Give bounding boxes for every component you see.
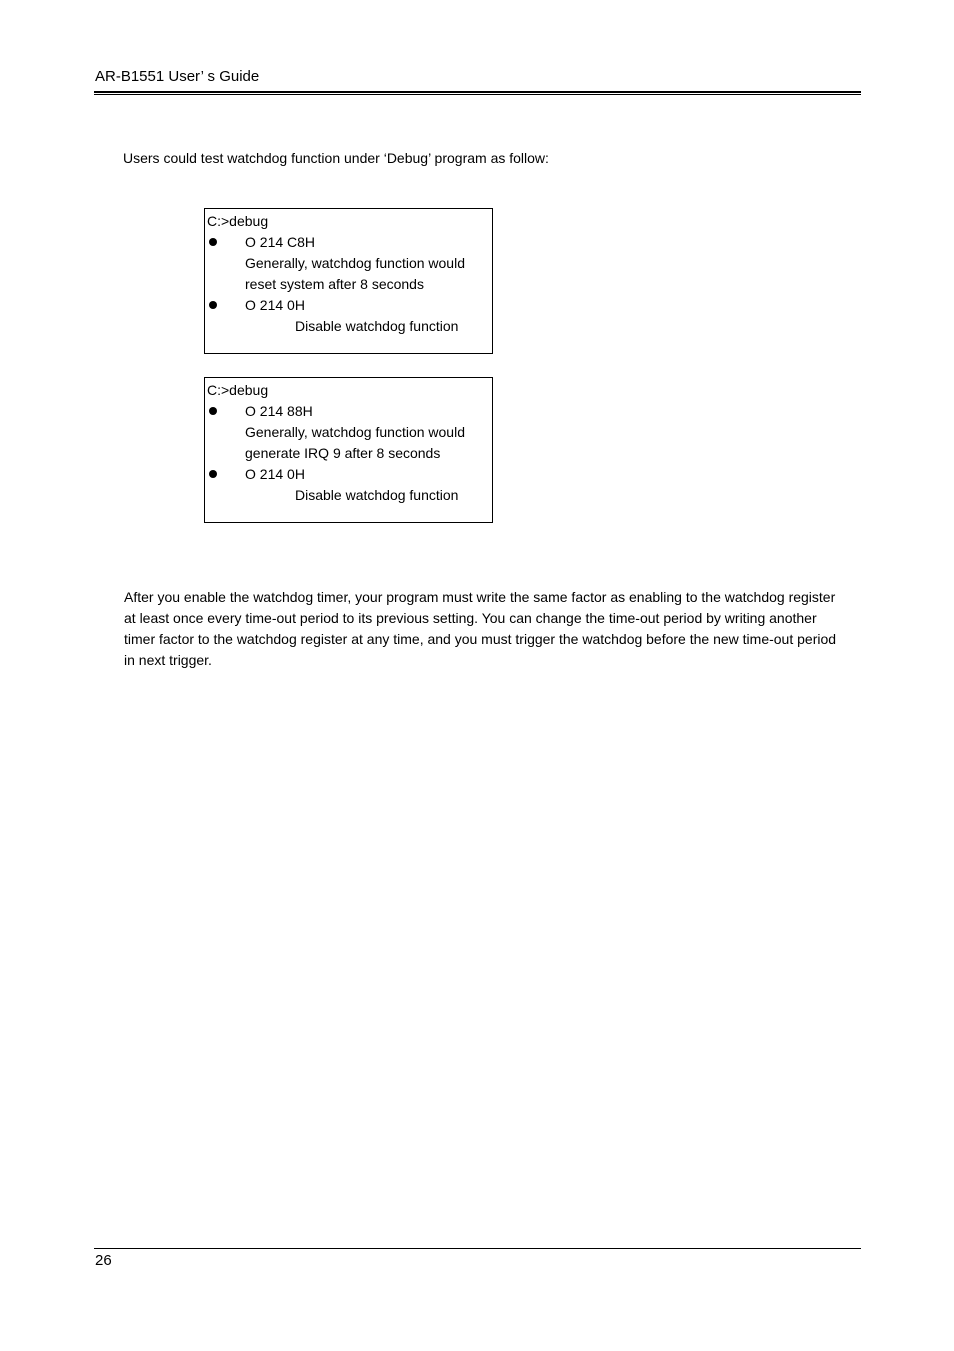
intro-text: Users could test watchdog function under ‘Debug’ program as follow: bbox=[123, 150, 549, 166]
debug-command: O 214 88H bbox=[245, 403, 313, 419]
command-description: generate IRQ 9 after 8 seconds bbox=[245, 445, 441, 461]
bullet-icon bbox=[209, 407, 217, 415]
debug-box-reset bbox=[204, 208, 493, 354]
paragraph-line: at least once every time-out period to its previous setting. You can change the time-out period by writing another bbox=[124, 610, 817, 626]
command-description: Disable watchdog function bbox=[295, 487, 459, 503]
debug-box-irq bbox=[204, 377, 493, 523]
header-rule-thick bbox=[94, 91, 861, 93]
bullet-icon bbox=[209, 470, 217, 478]
debug-prompt: C:>debug bbox=[207, 213, 269, 229]
paragraph-line: in next trigger. bbox=[124, 652, 212, 668]
bullet-icon bbox=[209, 301, 217, 309]
debug-command: O 214 0H bbox=[245, 466, 305, 482]
command-description: Disable watchdog function bbox=[295, 318, 459, 334]
debug-command: O 214 0H bbox=[245, 297, 305, 313]
command-description: Generally, watchdog function would bbox=[245, 255, 465, 271]
bullet-icon bbox=[209, 238, 217, 246]
paragraph-line: After you enable the watchdog timer, your program must write the same factor as enabling to the watchdog register bbox=[124, 589, 836, 605]
header-rule-thin bbox=[94, 94, 861, 95]
command-description: reset system after 8 seconds bbox=[245, 276, 424, 292]
body-paragraph bbox=[124, 587, 862, 671]
page-number: 26 bbox=[95, 1252, 112, 1269]
debug-command: O 214 C8H bbox=[245, 234, 316, 250]
command-description: Generally, watchdog function would bbox=[245, 424, 465, 440]
footer-rule bbox=[94, 1248, 861, 1249]
debug-prompt: C:>debug bbox=[207, 382, 269, 398]
paragraph-line: timer factor to the watchdog register at any time, and you must trigger the watchdog before the new time-out period bbox=[124, 631, 837, 647]
header-title: AR-B1551 User’ s Guide bbox=[95, 68, 260, 85]
